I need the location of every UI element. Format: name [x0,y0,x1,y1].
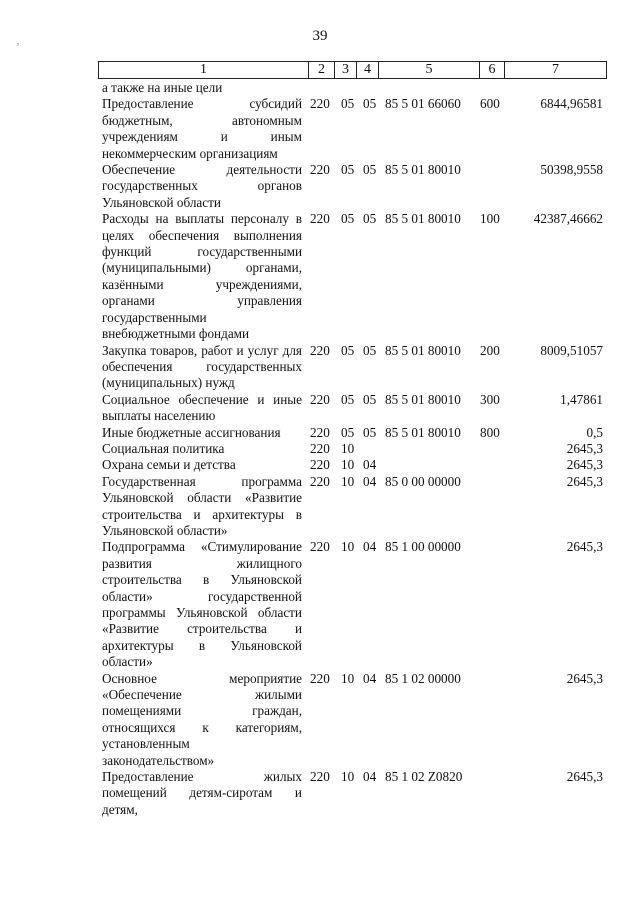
table-row [102,457,607,473]
row-section: 220 [310,424,330,440]
row-subsection: 10 [341,769,355,785]
row-item: 05 [363,211,377,227]
row-sum: 0,5 [586,424,603,440]
row-name: Государственная программа Ульяновской области «Развитие строительства и архитектуры в Ульяновской области» [102,473,302,538]
row-item: 04 [363,670,377,686]
row-name: а также на иные цели [102,80,223,95]
budget-table [102,80,607,818]
row-sum: 2645,3 [566,440,603,456]
row-sum: 6844,96581 [540,96,603,112]
row-section: 220 [310,473,330,489]
row-sum: 2645,3 [566,457,603,473]
row-sum: 2645,3 [566,769,603,785]
table-row [102,474,607,540]
row-subsection: 10 [341,670,355,686]
row-code: 85 5 01 80010 [385,391,461,407]
table-row [102,769,607,818]
header-col-5: 5 [379,62,480,78]
row-item: 05 [363,391,377,407]
row-item: 05 [363,162,377,178]
row-code: 85 1 02 Z0820 [385,769,463,785]
row-name: Социальная политика [102,440,225,456]
header-col-7: 7 [552,62,559,77]
table-row [102,671,607,769]
row-section: 220 [310,670,330,686]
table-row [102,96,607,162]
row-item: 04 [363,457,377,473]
table-row [102,162,607,211]
row-type: 100 [480,211,500,227]
row-sum: 50398,9558 [540,162,603,178]
table-row [102,392,607,425]
row-subsection: 05 [341,162,355,178]
row-item: 04 [363,769,377,785]
row-section: 220 [310,769,330,785]
row-sum: 2645,3 [566,670,603,686]
row-name: Подпрограмма «Стимулирование развития жилищного строительства в Ульяновской области» государственной программы Ульяновской области «Развитие строительства и архитектуры в Ульяновской области» [102,539,302,670]
table-row [102,425,607,441]
table-row [102,343,607,392]
row-item: 04 [363,539,377,555]
row-code: 85 5 01 80010 [385,162,461,178]
row-section: 220 [310,457,330,473]
row-name: Иные бюджетные ассигнования [102,424,281,440]
row-subsection: 05 [341,211,355,227]
row-subsection: 05 [341,424,355,440]
row-item: 05 [363,342,377,358]
row-item: 05 [363,96,377,112]
row-code: 85 5 01 80010 [385,342,461,358]
page-number: 39 [312,28,328,44]
row-code: 85 0 00 00000 [385,473,461,489]
table-row [102,80,607,96]
row-name: Основное мероприятие «Обеспечение жилыми помещениями граждан, относящихся к категориям, установленным законодательством» [102,670,302,768]
scan-mark: ʼ [16,40,20,54]
row-sum: 42387,46662 [533,211,603,227]
row-subsection: 10 [341,457,355,473]
row-sum: 1,47861 [560,391,603,407]
row-code: 85 1 00 00000 [385,539,461,555]
row-sum: 8009,51057 [540,342,603,358]
table-row [102,539,607,670]
row-section: 220 [310,211,330,227]
header-col-6: 6 [480,62,505,78]
header-col-3: 3 [335,62,357,78]
row-subsection: 05 [341,96,355,112]
header-col-2: 2 [309,62,335,78]
table-row [102,211,607,342]
row-section: 220 [310,391,330,407]
row-name: Предоставление субсидий бюджетным, автономным учреждениям и иным некоммерческим организациям [102,96,302,161]
row-type: 200 [480,342,500,358]
row-code: 85 1 02 00000 [385,670,461,686]
row-sum: 2645,3 [566,473,603,489]
header-col-1: 1 [99,62,309,78]
row-name: Обеспечение деятельности государственных органов Ульяновской области [102,162,302,210]
table-row [102,441,607,457]
row-subsection: 10 [341,539,355,555]
header-col-4: 4 [357,62,379,78]
row-section: 220 [310,342,330,358]
row-name: Расходы на выплаты персоналу в целях обеспечения выполнения функций государственными (муниципальными) органами, казёнными учреждениями, органами управления государственными внебюджетными фондами [102,211,302,342]
row-name: Охрана семьи и детства [102,457,236,473]
row-name: Социальное обеспечение и иные выплаты населению [102,391,302,424]
row-subsection: 05 [341,342,355,358]
row-type: 800 [480,424,500,440]
row-type: 300 [480,391,500,407]
row-subsection: 10 [341,473,355,489]
row-item: 04 [363,473,377,489]
row-section: 220 [310,539,330,555]
table-header [98,61,607,79]
row-name: Закупка товаров, работ и услуг для обеспечения государственных (муниципальных) нужд [102,342,302,391]
row-code: 85 5 01 80010 [385,211,461,227]
row-code: 85 5 01 66060 [385,96,461,112]
row-subsection: 05 [341,391,355,407]
row-section: 220 [310,96,330,112]
row-section: 220 [310,440,330,456]
row-subsection: 10 [341,440,355,456]
row-type: 600 [480,96,500,112]
row-section: 220 [310,162,330,178]
row-code: 85 5 01 80010 [385,424,461,440]
row-sum: 2645,3 [566,539,603,555]
row-name: Предоставление жилых помещений детям-сиротам и детям, [102,769,302,817]
row-item: 05 [363,424,377,440]
